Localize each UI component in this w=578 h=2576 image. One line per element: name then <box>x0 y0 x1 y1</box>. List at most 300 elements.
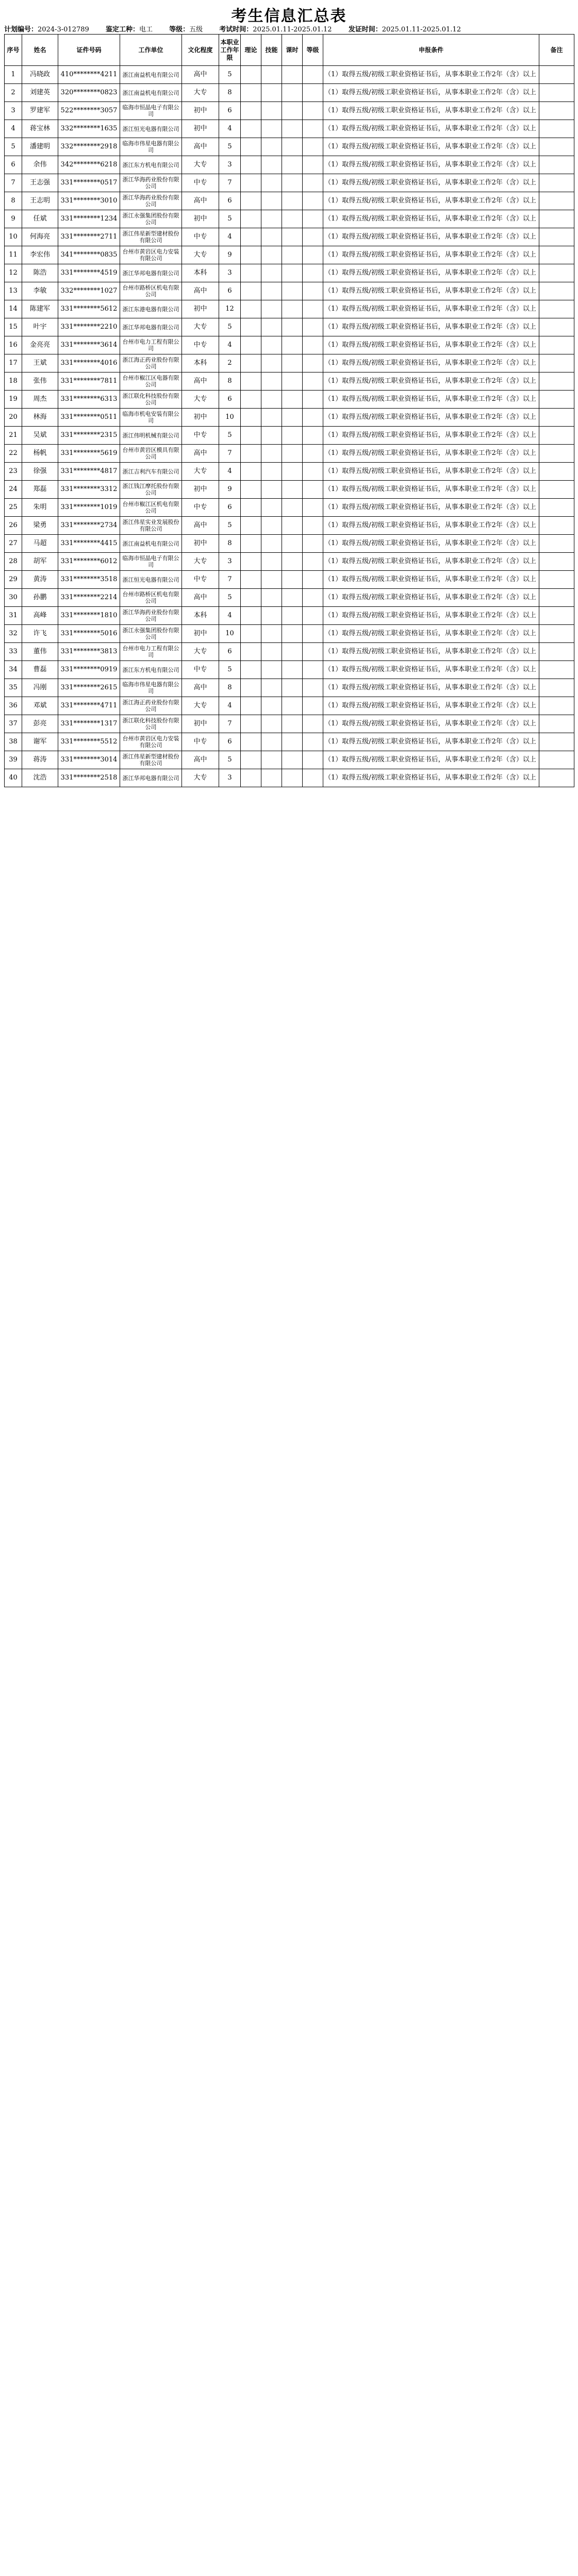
cell-years: 5 <box>219 517 241 535</box>
cell-org: 浙江恒光电器有限公司 <box>120 120 182 138</box>
cell-years: 8 <box>219 84 241 102</box>
cell-t <box>241 120 261 138</box>
cell-org: 临海市恒晶电子有限公司 <box>120 553 182 571</box>
cell-cond: （1）取得五级/初级工职业资格证书后，从事本职业工作2年（含）以上 <box>323 84 539 102</box>
cell-years: 4 <box>219 336 241 354</box>
cell-note <box>539 589 574 607</box>
cell-org: 浙江华海药业股份有限公司 <box>120 174 182 192</box>
cell-cond: （1）取得五级/初级工职业资格证书后，从事本职业工作2年（含）以上 <box>323 210 539 228</box>
cell-s <box>261 517 282 535</box>
cell-cond: （1）取得五级/初级工职业资格证书后，从事本职业工作2年（含）以上 <box>323 625 539 643</box>
cell-years: 5 <box>219 661 241 679</box>
cell-name: 杨帆 <box>22 445 58 463</box>
cell-q2 <box>303 300 323 318</box>
cell-q2 <box>303 751 323 769</box>
cell-q2 <box>303 463 323 481</box>
cell-note <box>539 228 574 246</box>
cell-note <box>539 769 574 787</box>
cell-name: 潘建明 <box>22 138 58 156</box>
cell-cond: （1）取得五级/初级工职业资格证书后，从事本职业工作2年（含）以上 <box>323 481 539 499</box>
table-row <box>5 156 574 174</box>
cell-name: 王志强 <box>22 174 58 192</box>
cell-note <box>539 733 574 751</box>
cell-years: 8 <box>219 372 241 391</box>
cell-no: 12 <box>5 264 22 282</box>
cell-years: 6 <box>219 102 241 120</box>
cell-s <box>261 84 282 102</box>
cell-no: 2 <box>5 84 22 102</box>
cell-q2 <box>303 246 323 264</box>
cell-q1 <box>282 372 303 391</box>
cell-org: 台州市路桥区机电有限公司 <box>120 589 182 607</box>
cell-no: 31 <box>5 607 22 625</box>
cell-org: 浙江伟星新型建材股份有限公司 <box>120 751 182 769</box>
cell-no: 39 <box>5 751 22 769</box>
table-row <box>5 427 574 445</box>
candidate-table <box>4 34 574 787</box>
cell-note <box>539 697 574 715</box>
cell-edu: 大专 <box>182 156 219 174</box>
cell-t <box>241 445 261 463</box>
cell-note <box>539 391 574 409</box>
cell-id: 331********3014 <box>58 751 120 769</box>
cell-note <box>539 481 574 499</box>
cell-q2 <box>303 192 323 210</box>
cell-no: 19 <box>5 391 22 409</box>
cell-s <box>261 553 282 571</box>
cell-org: 浙江东港电器有限公司 <box>120 300 182 318</box>
cell-s <box>261 391 282 409</box>
cell-s <box>261 372 282 391</box>
cell-name: 郑磊 <box>22 481 58 499</box>
cell-id: 331********3010 <box>58 192 120 210</box>
cell-edu: 初中 <box>182 625 219 643</box>
cell-q2 <box>303 661 323 679</box>
cell-q2 <box>303 391 323 409</box>
cell-name: 叶宇 <box>22 318 58 336</box>
cell-q2 <box>303 571 323 589</box>
cell-years: 7 <box>219 571 241 589</box>
cell-note <box>539 517 574 535</box>
cell-note <box>539 300 574 318</box>
cell-q2 <box>303 138 323 156</box>
cell-id: 331********5016 <box>58 625 120 643</box>
cell-years: 5 <box>219 427 241 445</box>
cell-s <box>261 318 282 336</box>
cell-org: 台州市路桥区机电有限公司 <box>120 282 182 300</box>
cell-s <box>261 66 282 84</box>
cell-id: 331********3518 <box>58 571 120 589</box>
cell-name: 冯晓政 <box>22 66 58 84</box>
cell-name: 曹磊 <box>22 661 58 679</box>
cell-no: 9 <box>5 210 22 228</box>
cell-years: 3 <box>219 769 241 787</box>
cell-org: 浙江伟星新型建材股份有限公司 <box>120 228 182 246</box>
cell-t <box>241 481 261 499</box>
cell-edu: 高中 <box>182 589 219 607</box>
cell-name: 金亮亮 <box>22 336 58 354</box>
cell-years: 6 <box>219 282 241 300</box>
cell-cond: （1）取得五级/初级工职业资格证书后，从事本职业工作2年（含）以上 <box>323 535 539 553</box>
cell-org: 浙江恒光电器有限公司 <box>120 571 182 589</box>
cell-no: 27 <box>5 535 22 553</box>
cell-org: 浙江永强集团股份有限公司 <box>120 625 182 643</box>
cell-id: 332********1635 <box>58 120 120 138</box>
cell-q1 <box>282 643 303 661</box>
cell-no: 8 <box>5 192 22 210</box>
table-row <box>5 66 574 84</box>
cell-q2 <box>303 336 323 354</box>
cell-q1 <box>282 625 303 643</box>
cell-t <box>241 571 261 589</box>
cell-s <box>261 697 282 715</box>
col-q1: 课时 <box>282 35 303 66</box>
cell-q1 <box>282 120 303 138</box>
cell-years: 6 <box>219 733 241 751</box>
cell-name: 胡军 <box>22 553 58 571</box>
cell-org: 浙江伟明机械有限公司 <box>120 427 182 445</box>
cell-s <box>261 192 282 210</box>
cell-t <box>241 228 261 246</box>
cell-s <box>261 354 282 372</box>
cell-org: 台州市黄岩区电力安装有限公司 <box>120 733 182 751</box>
cell-s <box>261 661 282 679</box>
cell-years: 7 <box>219 174 241 192</box>
cell-note <box>539 84 574 102</box>
cell-name: 陈浩 <box>22 264 58 282</box>
plan-no: 计划编号：2024-3-012789 <box>4 26 89 33</box>
cell-name: 刘建英 <box>22 84 58 102</box>
cell-q2 <box>303 589 323 607</box>
table-row <box>5 102 574 120</box>
cell-years: 4 <box>219 120 241 138</box>
cell-note <box>539 607 574 625</box>
cell-q1 <box>282 769 303 787</box>
cell-org: 浙江海正药业股份有限公司 <box>120 697 182 715</box>
cell-note <box>539 246 574 264</box>
cell-note <box>539 445 574 463</box>
cell-q1 <box>282 715 303 733</box>
cell-cond: （1）取得五级/初级工职业资格证书后，从事本职业工作2年（含）以上 <box>323 517 539 535</box>
cell-t <box>241 246 261 264</box>
table-row <box>5 463 574 481</box>
cell-cond: （1）取得五级/初级工职业资格证书后，从事本职业工作2年（含）以上 <box>323 282 539 300</box>
cell-org: 浙江吉利汽车有限公司 <box>120 463 182 481</box>
cell-note <box>539 102 574 120</box>
cell-cond: （1）取得五级/初级工职业资格证书后，从事本职业工作2年（含）以上 <box>323 156 539 174</box>
cell-t <box>241 264 261 282</box>
cell-years: 6 <box>219 391 241 409</box>
cell-note <box>539 751 574 769</box>
cell-edu: 高中 <box>182 751 219 769</box>
cell-note <box>539 372 574 391</box>
cell-name: 高峰 <box>22 607 58 625</box>
cell-id: 331********4817 <box>58 463 120 481</box>
cell-org: 浙江南益机电有限公司 <box>120 535 182 553</box>
cell-edu: 高中 <box>182 192 219 210</box>
cell-s <box>261 481 282 499</box>
cell-id: 331********4519 <box>58 264 120 282</box>
cell-name: 林海 <box>22 409 58 427</box>
cell-id: 331********1234 <box>58 210 120 228</box>
cell-cond: （1）取得五级/初级工职业资格证书后，从事本职业工作2年（含）以上 <box>323 336 539 354</box>
cell-edu: 高中 <box>182 372 219 391</box>
cell-id: 331********1317 <box>58 715 120 733</box>
cell-years: 4 <box>219 463 241 481</box>
cell-years: 3 <box>219 156 241 174</box>
cell-q1 <box>282 517 303 535</box>
cell-org: 浙江伟星实业发展股份有限公司 <box>120 517 182 535</box>
cell-q2 <box>303 84 323 102</box>
cell-s <box>261 571 282 589</box>
cell-edu: 中专 <box>182 336 219 354</box>
cell-id: 331********5619 <box>58 445 120 463</box>
cell-q1 <box>282 679 303 697</box>
cell-name: 彭亮 <box>22 715 58 733</box>
cell-q2 <box>303 445 323 463</box>
cell-q1 <box>282 264 303 282</box>
cell-id: 320********0823 <box>58 84 120 102</box>
cell-id: 522********3057 <box>58 102 120 120</box>
table-row <box>5 607 574 625</box>
cell-edu: 初中 <box>182 409 219 427</box>
table-row <box>5 264 574 282</box>
cell-org: 浙江华海药业股份有限公司 <box>120 192 182 210</box>
cell-t <box>241 769 261 787</box>
cell-name: 冯刚 <box>22 679 58 697</box>
cell-q2 <box>303 643 323 661</box>
cell-q1 <box>282 354 303 372</box>
cert-date: 发证时间：2025.01.11-2025.01.12 <box>348 26 461 33</box>
cell-org: 浙江华海药业股份有限公司 <box>120 607 182 625</box>
cell-edu: 高中 <box>182 445 219 463</box>
cell-s <box>261 751 282 769</box>
cell-q1 <box>282 697 303 715</box>
cell-s <box>261 499 282 517</box>
cell-edu: 本科 <box>182 354 219 372</box>
cell-id: 331********5612 <box>58 300 120 318</box>
cell-t <box>241 354 261 372</box>
cell-q1 <box>282 192 303 210</box>
exam-date: 考试时间：2025.01.11-2025.01.12 <box>219 26 332 33</box>
cell-q2 <box>303 102 323 120</box>
cell-name: 李敏 <box>22 282 58 300</box>
cell-cond: （1）取得五级/初级工职业资格证书后，从事本职业工作2年（含）以上 <box>323 264 539 282</box>
cell-cond: （1）取得五级/初级工职业资格证书后，从事本职业工作2年（含）以上 <box>323 499 539 517</box>
cell-id: 331********2214 <box>58 589 120 607</box>
col-years: 本职业工作年限 <box>219 35 241 66</box>
cell-org: 台州市电力工程有限公司 <box>120 336 182 354</box>
table-row <box>5 535 574 553</box>
cell-name: 任斌 <box>22 210 58 228</box>
cell-q1 <box>282 733 303 751</box>
cell-t <box>241 102 261 120</box>
cell-name: 许飞 <box>22 625 58 643</box>
cell-cond: （1）取得五级/初级工职业资格证书后，从事本职业工作2年（含）以上 <box>323 445 539 463</box>
cell-q1 <box>282 535 303 553</box>
col-name: 姓名 <box>22 35 58 66</box>
cell-note <box>539 643 574 661</box>
cell-edu: 中专 <box>182 174 219 192</box>
cell-t <box>241 138 261 156</box>
job-type: 鉴定工种：电工 <box>105 26 153 33</box>
cell-s <box>261 138 282 156</box>
cell-cond: （1）取得五级/初级工职业资格证书后，从事本职业工作2年（含）以上 <box>323 751 539 769</box>
table-row <box>5 679 574 697</box>
cell-id: 331********4711 <box>58 697 120 715</box>
cell-t <box>241 391 261 409</box>
cell-t <box>241 84 261 102</box>
cell-q1 <box>282 300 303 318</box>
cell-note <box>539 210 574 228</box>
cell-no: 38 <box>5 733 22 751</box>
cell-q1 <box>282 174 303 192</box>
cell-q1 <box>282 499 303 517</box>
cell-no: 25 <box>5 499 22 517</box>
cell-edu: 大专 <box>182 463 219 481</box>
cell-no: 15 <box>5 318 22 336</box>
cell-q1 <box>282 589 303 607</box>
cell-q2 <box>303 210 323 228</box>
cell-t <box>241 751 261 769</box>
cell-name: 邓斌 <box>22 697 58 715</box>
cell-q2 <box>303 264 323 282</box>
cell-name: 董伟 <box>22 643 58 661</box>
cell-s <box>261 733 282 751</box>
cell-s <box>261 300 282 318</box>
cell-q2 <box>303 607 323 625</box>
cell-edu: 高中 <box>182 679 219 697</box>
cell-org: 临海市恒晶电子有限公司 <box>120 102 182 120</box>
cell-years: 9 <box>219 481 241 499</box>
cell-years: 5 <box>219 751 241 769</box>
cell-s <box>261 102 282 120</box>
cell-cond: （1）取得五级/初级工职业资格证书后，从事本职业工作2年（含）以上 <box>323 715 539 733</box>
table-body <box>5 66 574 787</box>
col-q2: 等级 <box>303 35 323 66</box>
cell-note <box>539 66 574 84</box>
table-row <box>5 751 574 769</box>
cell-id: 410********4211 <box>58 66 120 84</box>
level: 等级：五级 <box>169 26 203 33</box>
cell-name: 吴斌 <box>22 427 58 445</box>
cell-id: 331********1810 <box>58 607 120 625</box>
cell-name: 王志明 <box>22 192 58 210</box>
cell-cond: （1）取得五级/初级工职业资格证书后，从事本职业工作2年（含）以上 <box>323 228 539 246</box>
cell-cond: （1）取得五级/初级工职业资格证书后，从事本职业工作2年（含）以上 <box>323 427 539 445</box>
cell-note <box>539 409 574 427</box>
cell-t <box>241 336 261 354</box>
cell-no: 26 <box>5 517 22 535</box>
cell-edu: 初中 <box>182 535 219 553</box>
cell-s <box>261 174 282 192</box>
cell-t <box>241 66 261 84</box>
cell-t <box>241 282 261 300</box>
table-row <box>5 246 574 264</box>
cell-cond: （1）取得五级/初级工职业资格证书后，从事本职业工作2年（含）以上 <box>323 174 539 192</box>
cell-org: 台州市椒江区电器有限公司 <box>120 372 182 391</box>
cell-no: 20 <box>5 409 22 427</box>
cell-t <box>241 697 261 715</box>
cell-q1 <box>282 571 303 589</box>
table-row <box>5 499 574 517</box>
cell-cond: （1）取得五级/初级工职业资格证书后，从事本职业工作2年（含）以上 <box>323 372 539 391</box>
cell-cond: （1）取得五级/初级工职业资格证书后，从事本职业工作2年（含）以上 <box>323 733 539 751</box>
cell-cond: （1）取得五级/初级工职业资格证书后，从事本职业工作2年（含）以上 <box>323 192 539 210</box>
cell-t <box>241 733 261 751</box>
table-row <box>5 354 574 372</box>
cell-cond: （1）取得五级/初级工职业资格证书后，从事本职业工作2年（含）以上 <box>323 553 539 571</box>
cell-no: 6 <box>5 156 22 174</box>
table-row <box>5 192 574 210</box>
cell-q2 <box>303 697 323 715</box>
cell-q2 <box>303 409 323 427</box>
cell-edu: 本科 <box>182 264 219 282</box>
cell-id: 331********2734 <box>58 517 120 535</box>
cell-note <box>539 138 574 156</box>
cell-org: 临海市伟星电器有限公司 <box>120 138 182 156</box>
cell-edu: 大专 <box>182 84 219 102</box>
cell-s <box>261 228 282 246</box>
cell-cond: （1）取得五级/初级工职业资格证书后，从事本职业工作2年（含）以上 <box>323 318 539 336</box>
cell-t <box>241 427 261 445</box>
cell-t <box>241 643 261 661</box>
cell-cond: （1）取得五级/初级工职业资格证书后，从事本职业工作2年（含）以上 <box>323 643 539 661</box>
cell-edu: 大专 <box>182 769 219 787</box>
cell-org: 浙江南益机电有限公司 <box>120 66 182 84</box>
cell-no: 3 <box>5 102 22 120</box>
cell-cond: （1）取得五级/初级工职业资格证书后，从事本职业工作2年（含）以上 <box>323 120 539 138</box>
cell-id: 331********6313 <box>58 391 120 409</box>
cell-years: 5 <box>219 138 241 156</box>
cell-cond: （1）取得五级/初级工职业资格证书后，从事本职业工作2年（含）以上 <box>323 571 539 589</box>
cell-note <box>539 661 574 679</box>
cell-s <box>261 427 282 445</box>
table-row <box>5 733 574 751</box>
cell-id: 332********2918 <box>58 138 120 156</box>
table-row <box>5 445 574 463</box>
cell-org: 台州市黄岩区电力安装有限公司 <box>120 246 182 264</box>
cell-name: 蒋涛 <box>22 751 58 769</box>
cell-no: 7 <box>5 174 22 192</box>
cell-cond: （1）取得五级/初级工职业资格证书后，从事本职业工作2年（含）以上 <box>323 679 539 697</box>
cell-note <box>539 354 574 372</box>
cell-q1 <box>282 661 303 679</box>
cell-q1 <box>282 66 303 84</box>
cell-name: 王斌 <box>22 354 58 372</box>
table-row <box>5 372 574 391</box>
col-edu: 文化程度 <box>182 35 219 66</box>
cell-cond: （1）取得五级/初级工职业资格证书后，从事本职业工作2年（含）以上 <box>323 769 539 787</box>
cell-years: 8 <box>219 535 241 553</box>
cell-edu: 高中 <box>182 282 219 300</box>
cell-edu: 初中 <box>182 300 219 318</box>
cell-edu: 本科 <box>182 607 219 625</box>
cell-t <box>241 679 261 697</box>
cell-org: 台州市黄岩区模具有限公司 <box>120 445 182 463</box>
cell-name: 沈浩 <box>22 769 58 787</box>
cell-t <box>241 589 261 607</box>
cell-years: 9 <box>219 246 241 264</box>
cell-id: 331********0511 <box>58 409 120 427</box>
cell-id: 331********2615 <box>58 679 120 697</box>
cell-s <box>261 264 282 282</box>
cell-no: 30 <box>5 589 22 607</box>
table-row <box>5 84 574 102</box>
cell-org: 浙江华邦电器有限公司 <box>120 769 182 787</box>
cell-q1 <box>282 228 303 246</box>
cell-cond: （1）取得五级/初级工职业资格证书后，从事本职业工作2年（含）以上 <box>323 661 539 679</box>
